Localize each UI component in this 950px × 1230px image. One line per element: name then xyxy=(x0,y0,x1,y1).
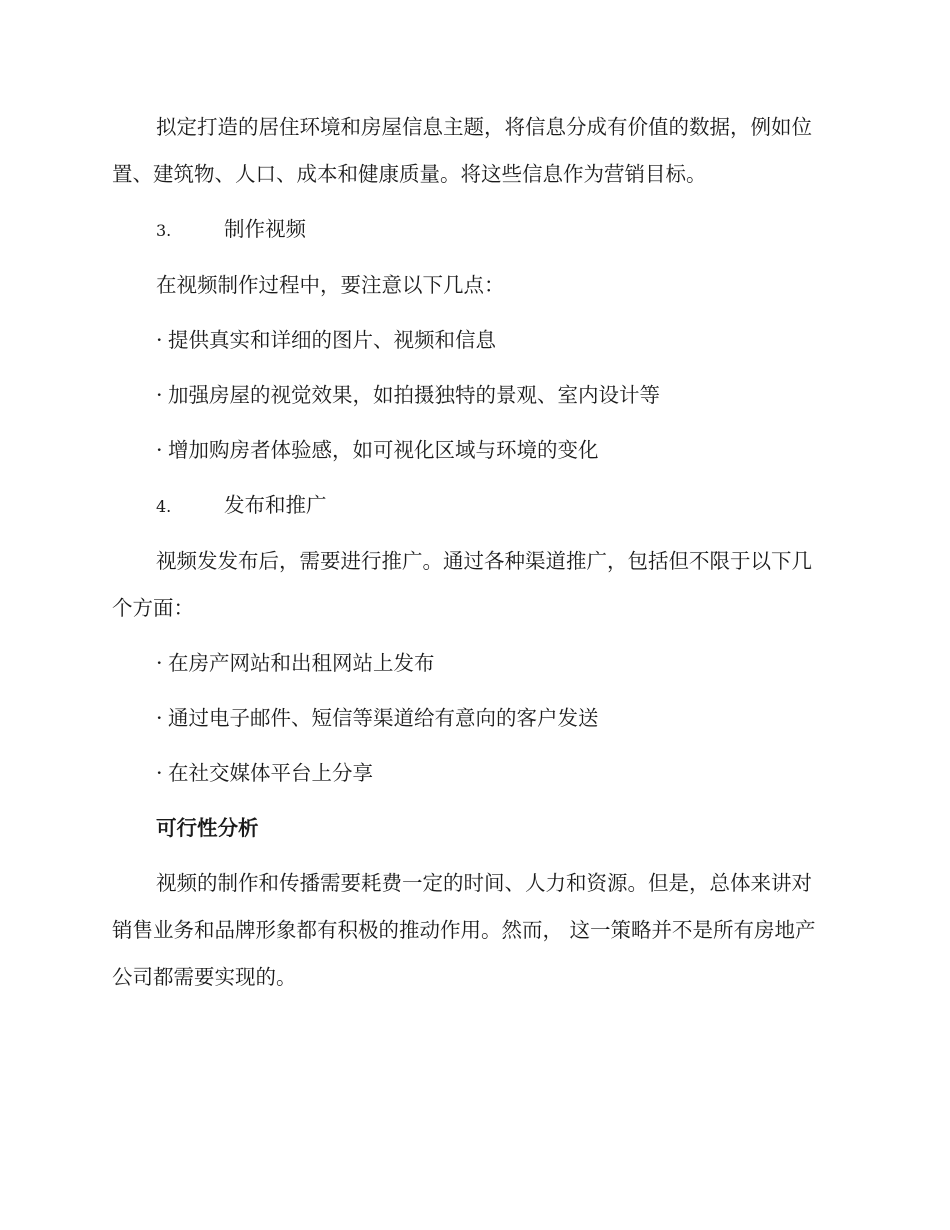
step-4-number: 4. xyxy=(156,497,172,516)
bullet-text: 增加购房者体验感，如可视化区域与环境的变化 xyxy=(168,438,599,462)
bullet-dot: · xyxy=(156,383,163,407)
step-4-bullet-1 xyxy=(112,640,832,687)
bullet-text: 在社交媒体平台上分享 xyxy=(168,761,373,785)
step-3-paragraph: 在视频制作过程中，要注意以下几点： xyxy=(156,273,505,297)
step-3-heading xyxy=(112,206,832,254)
step-3-bullet-3 xyxy=(112,427,832,474)
bullet-dot: · xyxy=(156,651,163,675)
bullet-text: 加强房屋的视觉效果，如拍摄独特的景观、室内设计等 xyxy=(168,383,660,407)
step-3-bullet-2 xyxy=(112,372,832,419)
step-3-bullet-1 xyxy=(112,317,832,364)
step-4-bullet-2 xyxy=(112,695,832,742)
intro-paragraph: 拟定打造的居住环境和房屋信息主题，将信息分成有价值的数据，例如位置、建筑物、人口、成本和健康质量。将这些信息作为营销目标。 xyxy=(112,115,812,186)
document-body xyxy=(112,104,832,1009)
bullet-text: 提供真实和详细的图片、视频和信息 xyxy=(168,328,496,352)
step-4-paragraph: 视频发发布后，需要进行推广。通过各种渠道推广，包括但不限于以下几个方面： xyxy=(112,549,812,620)
bullet-dot: · xyxy=(156,706,163,730)
feasibility-heading: 可行性分析 xyxy=(156,816,259,840)
bullet-dot: · xyxy=(156,761,163,785)
step-4-title: 发布和推广 xyxy=(224,493,327,517)
bullet-dot: · xyxy=(156,438,163,462)
bullet-text: 通过电子邮件、短信等渠道给有意向的客户发送 xyxy=(168,706,599,730)
bullet-dot: · xyxy=(156,328,163,352)
step-3-number: 3. xyxy=(156,221,172,240)
step-4-heading xyxy=(112,482,832,530)
feasibility-paragraph: 视频的制作和传播需要耗费一定的时间、人力和资源。但是，总体来讲对销售业务和品牌形象都有积极的推动作用。然而， 这一策略并不是所有房地产公司都需要实现的。 xyxy=(112,871,816,989)
step-4-bullet-3 xyxy=(112,750,832,797)
step-3-title: 制作视频 xyxy=(224,217,306,241)
bullet-text: 在房产网站和出租网站上发布 xyxy=(168,651,435,675)
